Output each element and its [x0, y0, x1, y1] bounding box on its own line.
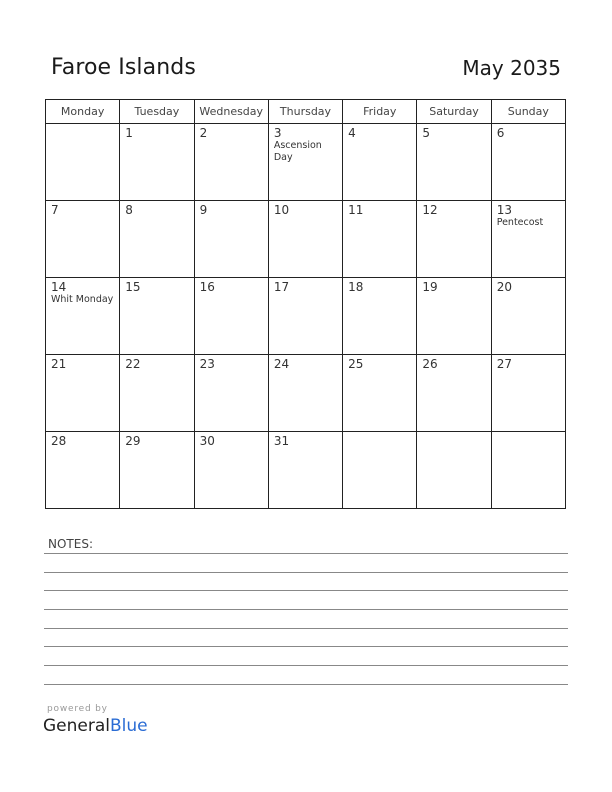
calendar-day-cell [46, 278, 120, 355]
note-line [44, 590, 568, 591]
country-title: Faroe Islands [51, 55, 196, 80]
calendar-day-cell [194, 124, 268, 201]
note-line [44, 684, 568, 685]
day-number: 30 [199, 434, 215, 448]
powered-by-text: powered by [47, 704, 108, 714]
calendar-day-cell [417, 432, 491, 509]
day-number: 4 [348, 126, 356, 140]
day-number: 17 [273, 280, 290, 294]
calendar-day-cell [343, 432, 417, 509]
day-number: 16 [199, 280, 215, 294]
note-line [44, 572, 568, 573]
calendar-day-cell [194, 278, 268, 355]
calendar-day-cell [194, 355, 268, 432]
day-number: 18 [348, 280, 364, 294]
day-number: 9 [199, 203, 208, 217]
note-line [44, 646, 568, 647]
calendar-day-cell [268, 432, 342, 509]
day-number: 7 [51, 203, 59, 217]
calendar-week-row [46, 124, 566, 201]
calendar-day-cell [417, 124, 491, 201]
note-line [44, 609, 568, 610]
weekday-header: Saturday [417, 100, 491, 124]
weekday-header-row [46, 100, 566, 124]
calendar-week-row [46, 201, 566, 278]
notes-label: NOTES: [48, 537, 93, 551]
day-number: 12 [422, 203, 438, 217]
calendar-week-row [46, 355, 566, 432]
day-number: 20 [496, 280, 512, 294]
calendar-day-cell [491, 278, 565, 355]
day-number: 1 [125, 126, 133, 140]
weekday-header: Wednesday [194, 100, 268, 124]
calendar-day-cell [343, 278, 417, 355]
calendar-day-cell [120, 201, 194, 278]
calendar-day-cell [120, 124, 194, 201]
calendar-day-cell [491, 432, 565, 509]
weekday-header: Tuesday [120, 100, 194, 124]
calendar-day-cell [46, 201, 120, 278]
calendar-day-cell [343, 355, 417, 432]
calendar-day-cell [46, 355, 120, 432]
weekday-header: Friday [343, 100, 417, 124]
calendar-day-cell [268, 278, 342, 355]
calendar-day-cell [491, 201, 565, 278]
holiday-label: Pentecost [496, 217, 544, 228]
day-number: 21 [51, 357, 67, 371]
day-number: 19 [422, 280, 438, 294]
note-line [44, 628, 568, 629]
calendar-grid [45, 99, 566, 509]
day-number: 15 [125, 280, 141, 294]
calendar-day-cell [343, 201, 417, 278]
weekday-header: Monday [46, 100, 120, 124]
day-number: 2 [199, 126, 208, 140]
day-number: 27 [496, 357, 512, 371]
day-number: 14 [51, 280, 67, 294]
day-number: 28 [51, 434, 67, 448]
day-number: 13 [496, 203, 512, 217]
month-year-title: May 2035 [462, 56, 561, 80]
holiday-label: Ascension Day [273, 140, 322, 163]
calendar-day-cell [491, 124, 565, 201]
day-number: 5 [422, 126, 431, 140]
calendar-day-cell [417, 278, 491, 355]
calendar-day-cell [343, 124, 417, 201]
day-number: 11 [348, 203, 364, 217]
brand-name-blue: Blue [110, 716, 148, 736]
weekday-header: Sunday [491, 100, 565, 124]
calendar-day-cell [491, 355, 565, 432]
calendar-day-cell [120, 278, 194, 355]
day-number: 23 [199, 357, 215, 371]
note-line [44, 553, 568, 554]
note-line [44, 665, 568, 666]
calendar-day-cell [194, 201, 268, 278]
calendar-day-cell [120, 432, 194, 509]
calendar-week-row [46, 432, 566, 509]
calendar-day-cell [268, 124, 342, 201]
calendar-day-cell [46, 432, 120, 509]
day-number: 3 [273, 126, 282, 140]
calendar-day-cell [120, 355, 194, 432]
holiday-label: Whit Monday [51, 294, 114, 305]
calendar-day-cell [417, 355, 491, 432]
calendar-day-cell [417, 201, 491, 278]
calendar-day-cell [194, 432, 268, 509]
day-number: 10 [273, 203, 290, 217]
day-number: 24 [273, 357, 290, 371]
brand-logo [43, 716, 148, 736]
day-number: 22 [125, 357, 141, 371]
weekday-header: Thursday [268, 100, 342, 124]
day-number: 25 [348, 357, 364, 371]
day-number: 26 [422, 357, 438, 371]
day-number: 8 [125, 203, 133, 217]
day-number: 29 [125, 434, 141, 448]
calendar-week-row [46, 278, 566, 355]
brand-name-general: General [43, 716, 110, 736]
day-number: 6 [496, 126, 505, 140]
calendar-day-cell [268, 201, 342, 278]
day-number: 31 [273, 434, 290, 448]
calendar-day-cell [46, 124, 120, 201]
calendar-day-cell [268, 355, 342, 432]
